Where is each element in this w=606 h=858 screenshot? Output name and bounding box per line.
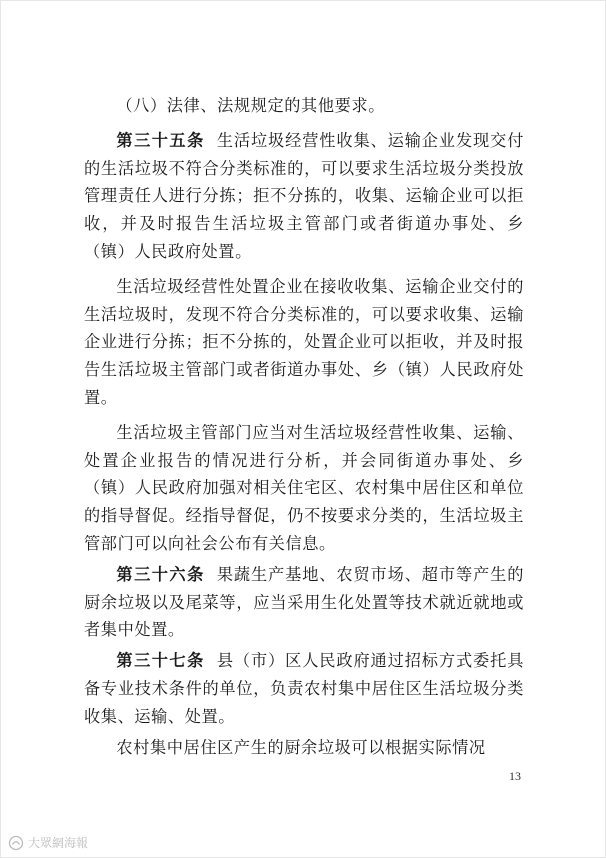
- watermark: [8, 834, 88, 851]
- paragraph-article-37: 第三十七条 县（市）区人民政府通过招标方式委托具备专业技术条件的单位，负责农村集中居住区生活垃圾分类收集、运输、处置。: [84, 651, 524, 726]
- paragraph-authority-analysis: 生活垃圾主管部门应当对生活垃圾经营性收集、运输、处置企业报告的情况进行分析，并会同街道办事处、乡（镇）人民政府加强对相关住宅区、农村集中居住区和单位的指导督促。经指导督促，仍不按要求分类的，生活垃圾主管部门可以向社会公布有关信息。: [84, 422, 524, 553]
- paragraph-article-36: 第三十六条 果蔬生产基地、农贸市场、超市等产生的厨余垃圾以及尾菜等，应当采用生化处置等技术就近就地或者集中处置。: [84, 564, 524, 640]
- paragraph-rural-kitchen-waste: 农村集中居住区产生的厨余垃圾可以根据实际情况: [116, 737, 486, 757]
- article-number: 第三十六条: [116, 564, 205, 584]
- watermark-text: 大眾網海報: [28, 836, 89, 850]
- page-number: 13: [509, 769, 521, 783]
- paragraph-disposal-enterprise: 生活垃圾经营性处置企业在接收收集、运输企业交付的生活垃圾时，发现不符合分类标准的，可以要求收集、运输企业进行分拣；拒不分拣的，处置企业可以拒收，并及时报告生活垃圾主管部门或者街道办事处、乡（镇）人民政府处置。: [84, 276, 524, 407]
- logo-icon: [8, 835, 24, 851]
- paragraph-article-35: 第三十五条 生活垃圾经营性收集、运输企业发现交付的生活垃圾不符合分类标准的，可以要求生活垃圾分类投放管理责任人进行分拣；拒不分拣的，收集、运输企业可以拒收，并及时报告生活垃圾主管部门或者街道办事处、乡（镇）人民政府处置。: [84, 130, 524, 261]
- article-number: 第三十五条: [116, 130, 205, 150]
- article-number: 第三十七条: [116, 651, 205, 671]
- paragraph-item-8: （八）法律、法规规定的其他要求。: [116, 96, 385, 115]
- document-body: [84, 92, 524, 761]
